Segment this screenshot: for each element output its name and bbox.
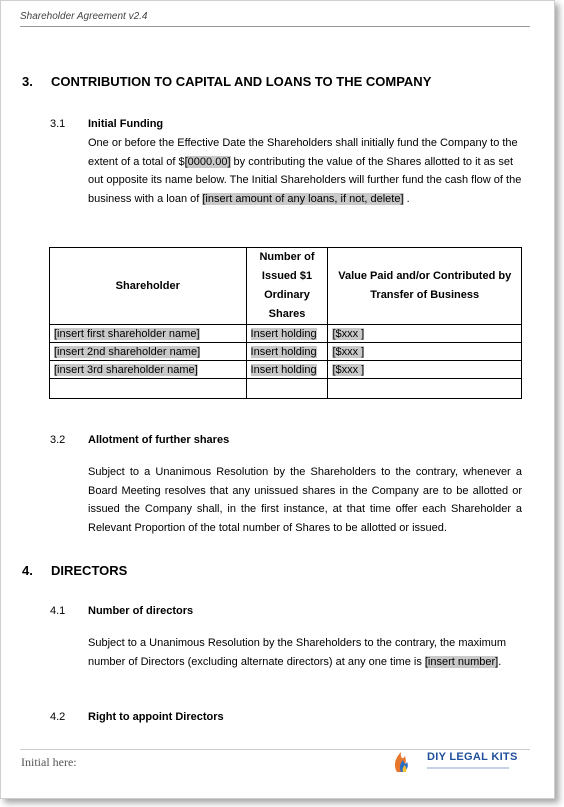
header-divider: [20, 26, 530, 27]
table-header-row: [50, 248, 522, 325]
shareholder-name-placeholder[interactable]: [insert first shareholder name]: [54, 327, 200, 340]
text-run: number of Directors (excluding alternate directors) at any one time is: [88, 655, 425, 668]
holding-placeholder[interactable]: Insert holding: [250, 345, 317, 358]
text-run: .: [498, 655, 502, 668]
holding-placeholder[interactable]: Insert holding: [250, 363, 317, 376]
subsection-3-1-title: Initial Funding: [88, 118, 164, 130]
table-row: [50, 343, 522, 361]
column-header-shareholder: [50, 248, 247, 325]
loan-amount-placeholder[interactable]: [insert amount of any loans, if not, delete]: [202, 192, 404, 205]
section-4-number: 4.: [22, 563, 33, 578]
section-3-title: CONTRIBUTION TO CAPITAL AND LOANS TO THE COMPANY: [51, 74, 432, 89]
paragraph-line: [88, 653, 522, 672]
table-cell[interactable]: [50, 361, 247, 379]
number-of-directors-paragraph: [88, 634, 522, 671]
text-run: business with a loan of: [88, 192, 203, 205]
header-line: Transfer of Business: [370, 289, 480, 301]
table-cell[interactable]: [50, 379, 247, 399]
holding-placeholder[interactable]: Insert holding: [250, 327, 317, 340]
shareholder-name-placeholder[interactable]: [insert 2nd shareholder name]: [54, 345, 201, 358]
logo-text: DIY LEGAL KITS: [427, 751, 518, 763]
initial-funding-paragraph: [88, 134, 522, 208]
director-number-placeholder[interactable]: [insert number]: [424, 655, 499, 668]
header-line: Ordinary: [264, 289, 310, 301]
subsection-4-2-number: 4.2: [50, 711, 66, 723]
paragraph-line: One or before the Effective Date the Shareholders shall initially fund the Company to the: [88, 137, 518, 149]
table-row: [50, 361, 522, 379]
table-cell[interactable]: [328, 379, 522, 399]
subsection-3-2-title: Allotment of further shares: [88, 434, 230, 446]
paragraph-line: out opposite its name below. The Initial Shareholders will further fund the cash flow of the: [88, 174, 522, 186]
header-line: Number of: [259, 251, 315, 263]
table-cell[interactable]: [246, 325, 328, 343]
shareholder-name-placeholder[interactable]: [insert 3rd shareholder name]: [54, 363, 198, 376]
header-line: Shares: [268, 308, 306, 320]
subsection-4-1-number: 4.1: [50, 605, 66, 617]
paragraph-line: [88, 190, 522, 209]
header-line: Issued $1: [261, 270, 313, 282]
allotment-paragraph: Subject to a Unanimous Resolution by the Shareholders to the contrary, whenever a Board Meeting resolves that any unissued shares in the Company are to be allotted or issued the Company shall, in the first instance, at that time offer each Shareholder a Relevant Proportion of the total number of Shares to be allotted or issued.: [88, 466, 522, 534]
value-placeholder[interactable]: [$xxx ]: [332, 327, 365, 340]
table-cell[interactable]: [246, 361, 328, 379]
header-line: Value Paid and/or Contributed by: [338, 270, 512, 282]
section-4-title: DIRECTORS: [51, 563, 128, 578]
table-cell[interactable]: [50, 343, 247, 361]
text-run: by contributing the value of the Shares allotted to it as set: [230, 155, 514, 168]
table-cell[interactable]: [246, 379, 328, 399]
value-placeholder[interactable]: [$xxx ]: [332, 363, 365, 376]
table-cell[interactable]: [246, 343, 328, 361]
value-placeholder[interactable]: [$xxx ]: [332, 345, 365, 358]
table-cell[interactable]: [328, 343, 522, 361]
paragraph-line: Subject to a Unanimous Resolution by the Shareholders to the contrary, the maximum: [88, 637, 507, 649]
text-run: extent of a total of $: [88, 155, 185, 168]
flame-icon: [395, 752, 408, 772]
table-cell[interactable]: [328, 361, 522, 379]
paragraph-line: [88, 153, 522, 172]
text-run: .: [403, 192, 410, 205]
document-header-title: Shareholder Agreement v2.4: [20, 11, 148, 22]
shareholder-table: [49, 247, 522, 399]
subsection-3-2-number: 3.2: [50, 434, 66, 446]
column-header-number-of-shares: [246, 248, 328, 325]
column-header-value-paid: [328, 248, 522, 325]
subsection-4-2-title: Right to appoint Directors: [88, 711, 224, 723]
subsection-3-1-number: 3.1: [50, 118, 66, 130]
table-row-empty: [50, 379, 522, 399]
funding-amount-placeholder[interactable]: [0000.00]: [184, 155, 231, 168]
initial-here-label: Initial here:: [21, 755, 77, 769]
table-row: [50, 325, 522, 343]
section-3-number: 3.: [22, 74, 33, 89]
subsection-4-1-title: Number of directors: [88, 605, 194, 617]
table-cell[interactable]: [50, 325, 247, 343]
table-cell[interactable]: [328, 325, 522, 343]
header-line: Shareholder: [115, 279, 180, 292]
